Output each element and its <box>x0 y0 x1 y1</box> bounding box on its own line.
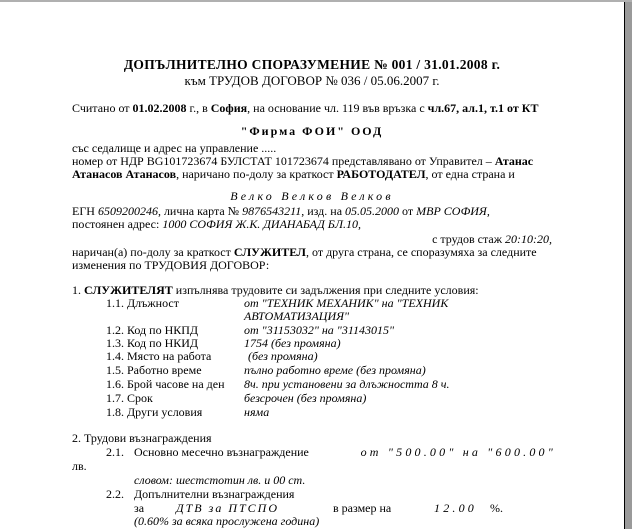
item-value-1-6: 8ч. при установени за длъжността 8 ч. <box>244 377 450 391</box>
dtv-razmer-label: в размер на <box>333 501 392 515</box>
item-value-1-4: (без промяна) <box>248 349 318 363</box>
employee-name: Велко Велков Велков <box>230 189 394 203</box>
seat-line: със седалище и адрес на управление ..... <box>72 141 277 155</box>
dtv-za: за <box>134 501 145 515</box>
dtv-percent: %. <box>490 501 503 515</box>
dtv-name: ДТВ за ПТСПО <box>176 501 279 515</box>
item-value-1-3: 1754 (без промяна) <box>244 336 341 350</box>
dtv-note: (0.60% за всяка прослужена година) <box>134 514 320 528</box>
stazh-line: с трудов стаж 20:10:20, <box>432 232 552 246</box>
named-line: наричан(а) по-долу за краткост СЛУЖИТЕЛ, от друга страна, се споразумяха за следните <box>72 245 537 259</box>
address-line: постоянен адрес: 1000 СОФИЯ Ж.К. ДИАНАБАД БЛ.10, <box>72 217 362 231</box>
item-2-1-num: 2.1. <box>106 445 124 459</box>
company-name: "Фирма ФОИ" ООД <box>240 124 384 138</box>
salary-in-words: словом: шестстотин лв. и 00 ст. <box>134 473 306 487</box>
item-2-1-unit: лв. <box>72 459 87 473</box>
item-label-1-3: 1.3. Код по НКИД <box>106 336 199 350</box>
item-label-1-5: 1.5. Работно време <box>106 363 202 377</box>
item-label-1-7: 1.7. Срок <box>106 391 153 405</box>
item-2-2-label: Допълнителни възнаграждения <box>134 487 295 501</box>
named-line-2: изменения по ТРУДОВИЯ ДОГОВОР: <box>72 258 270 272</box>
ndr-line-2: Атанасов Атанасов, наричано по-долу за краткост РАБОТОДАТЕЛ, от една страна и <box>72 167 515 181</box>
item-value-1-7: безсрочен (без промяна) <box>244 391 367 405</box>
item-label-1-2: 1.2. Код по НКПД <box>106 323 199 337</box>
item-value-1-1: от "ТЕХНИК МЕХАНИК" на "ТЕХНИК <box>244 296 449 310</box>
viewer-background <box>625 0 632 529</box>
item-value-1-8: няма <box>244 405 270 419</box>
viewer-top-edge <box>0 0 632 2</box>
item-label-1-1: 1.1. Длъжност <box>106 296 179 310</box>
item-label-1-8: 1.8. Други условия <box>106 405 203 419</box>
egn-line: ЕГН 6509200246, лична карта № 9876543211, изд. на 05.05.2000 от МВР СОФИЯ, <box>72 204 490 218</box>
dtv-value: 12.00 <box>434 501 477 515</box>
item-value-1-1-cont: АВТОМАТИЗАЦИЯ" <box>244 309 350 323</box>
item-2-1-value: от "500.00" на "600.00" <box>360 445 556 459</box>
intro-line: Считано от 01.02.2008 г., в София, на основание чл. 119 във връзка с чл.67, ал.1, т.1 от КТ <box>72 101 539 115</box>
document-title: ДОПЪЛНИТЕЛНО СПОРАЗУМЕНИЕ № 001 / 31.01.2008 г. <box>123 57 501 72</box>
item-label-1-6: 1.6. Брой часове на ден <box>106 377 225 391</box>
item-value-1-2: от "31153032" на "31143015" <box>244 323 394 337</box>
item-label-1-4: 1.4. Място на работа <box>106 349 212 363</box>
item-value-1-5: пълно работно време (без промяна) <box>244 363 426 377</box>
document-subtitle: към ТРУДОВ ДОГОВОР № 036 / 05.06.2007 г. <box>184 73 440 88</box>
item-2-1-label: Основно месечно възнаграждение <box>134 445 309 459</box>
ndr-line: номер от НДР BG101723674 БУЛСТАТ 101723674 представлявано от Управител – Атанас <box>72 154 534 168</box>
item-2-2-num: 2.2. <box>106 487 124 501</box>
section-1-heading: 1. СЛУЖИТЕЛЯТ изпълнява трудовите си задължения при следните условия: <box>72 283 479 297</box>
section-2-heading: 2. Трудови възнаграждения <box>72 431 212 445</box>
